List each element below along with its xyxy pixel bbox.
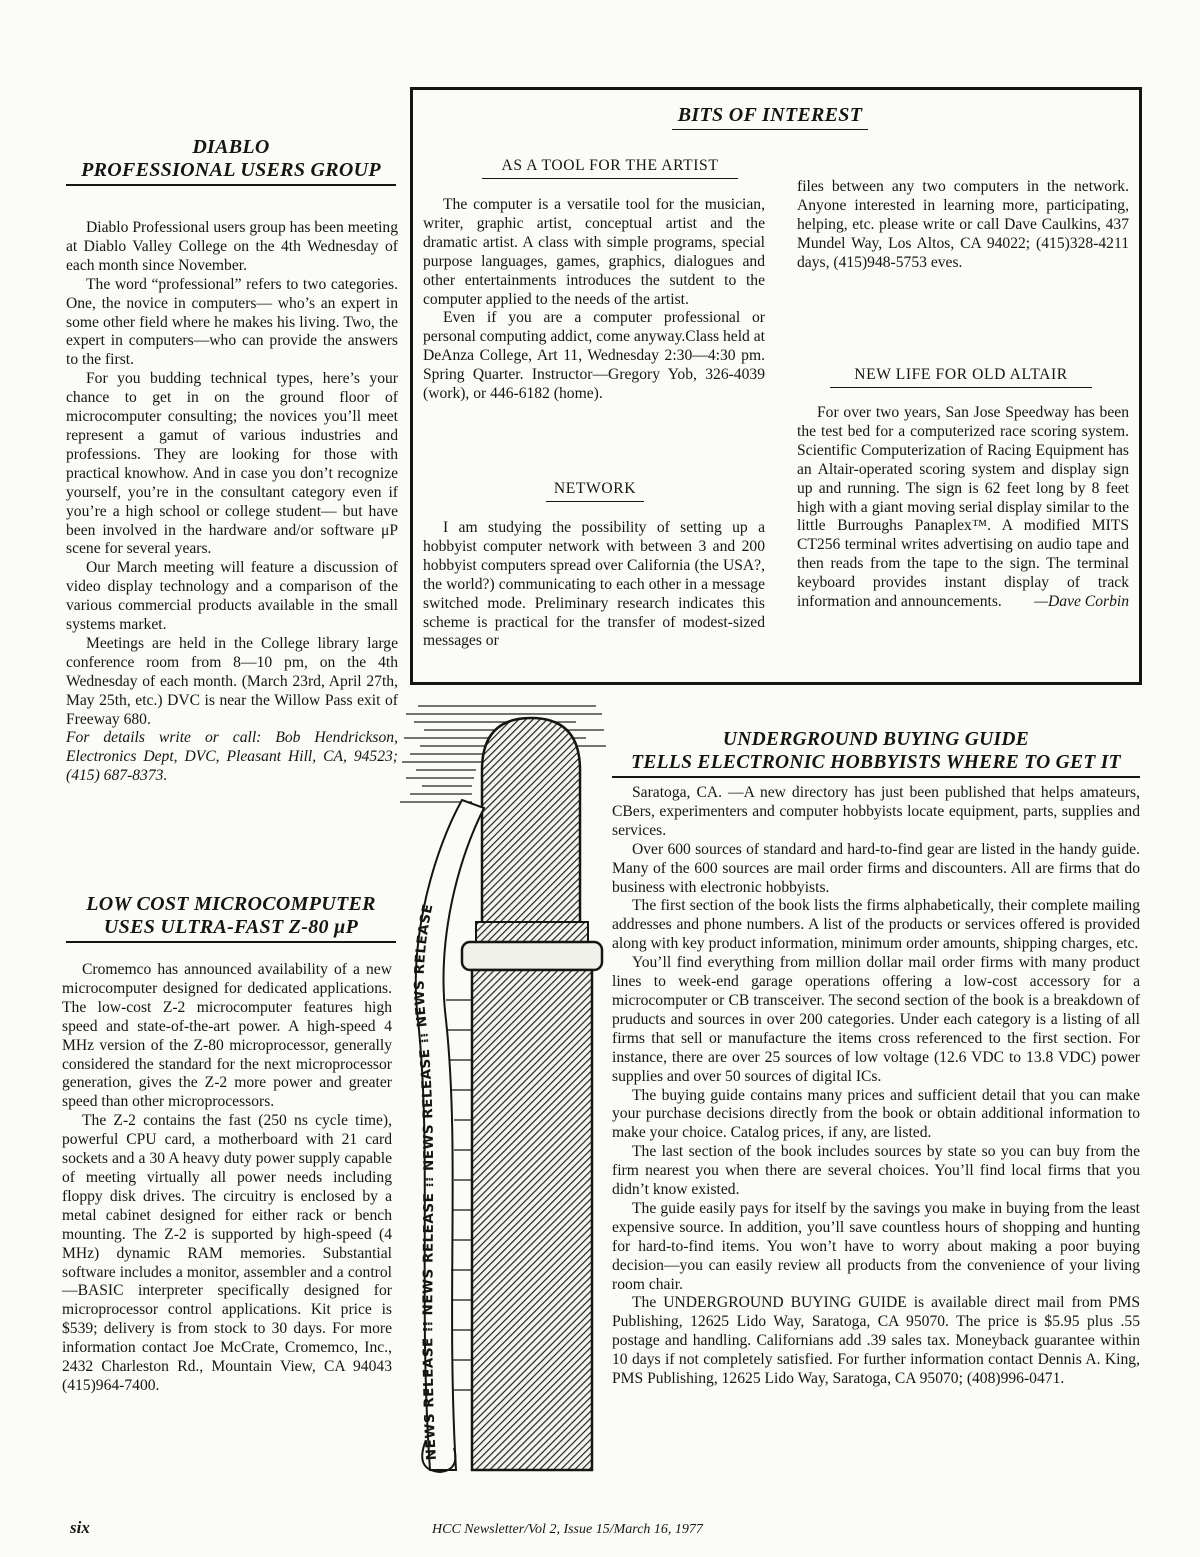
lowcost-title-line2: USES ULTRA-FAST Z-80 μP (66, 916, 396, 943)
altair-title-rule (830, 387, 1092, 388)
bits-title-wrap (660, 104, 880, 130)
network-p1: I am studying the possibility of setting up a hobbyist computer network with between 3 and 200 hobbyist computers spread over California (the USA?, the world?) communicating to each other in a message switched mode. Preliminary research indicates this scheme is practical for the transfer of modest-sized messages or (423, 519, 765, 650)
altair-p1 (797, 404, 1129, 612)
collar-band (476, 922, 588, 942)
bits-title: BITS OF INTEREST (677, 104, 863, 126)
underground-p3: The first section of the book lists the firms alphabetically, their complete mailing addresses and phone numbers. A list of the products or services offered is provided along with key product information, minimum order amounts, shipping charges, etc. (612, 897, 1140, 953)
news-release-graphic (396, 700, 608, 1480)
network-body (423, 519, 765, 651)
diablo-p1: Diablo Professional users group has been meeting at Diablo Valley College on the 4th Wednesday of each month since November. (66, 219, 398, 274)
underground-p8: The UNDERGROUND BUYING GUIDE is available direct mail from PMS Publishing, 12625 Lido Way, Saratoga, CA 95070. The price is $5.95 plus .55 postage and handling. Californians add .39 sales tax. Moneyback guarantee within 10 days if not completely satisfied. For further information contact Dennis A. King, PMS Publishing, 12625 Lido Way, Saratoga, CA 95070; (408)996-0471. (612, 1294, 1140, 1388)
artist-title: AS A TOOL FOR THE ARTIST (501, 157, 719, 174)
underground-p4: You’ll find everything from million dollar mail order firms with many product lines to week-end garage operations offering a low-cost accessory for a microcomputer or CB transceiver. The second section of the book is a breakdown of pruducts and sources in over 200 categories. Under each category is a listing of all firms that sell or manufacture the items cross referenced to the first section. For instance, there are over 25 sources of low voltage (12.6 VDC to 13.8 VDC) power supplies and over 50 sources of digital ICs. (612, 954, 1140, 1085)
lowcost-p2: The Z-2 contains the fast (250 ns cycle time), powerful CPU card, a motherboard with 21 card sockets and a 30 A heavy duty power supply capable of meeting virtually all power needs including floppy disk drives. The circuitry is enclosed by a metal cabinet designed for either rack or bench mounting. The Z-2 is supported by high-speed (4 MHz) dynamic RAM memories. Substantial software includes a monitor, assembler and a control—BASIC interpreter specifically designed for microprocessor control applications. Kit price is $539; delivery is from stock to 30 days. For more information contact Joe McCrate, Cromemco, Inc., 2432 Charleston Rd., Mountain View, CA 94043 (415)964-7400. (62, 1112, 392, 1394)
lowcost-article (66, 893, 396, 943)
footer-page-number: six (70, 1518, 90, 1537)
altair-title: NEW LIFE FOR OLD ALTAIR (854, 366, 1068, 383)
artist-heading (480, 157, 740, 179)
diablo-p2: The word “professional” refers to two categories. One, the novice in computers— who’s an expert in some other field where he makes his living. Two, the expert in computers—who can provide the answers to the first. (66, 275, 398, 369)
lowcost-title-line1: LOW COST MICROCOMPUTER (86, 893, 376, 915)
altair-heading (826, 366, 1096, 388)
network-title: NETWORK (553, 480, 637, 497)
underground-p1: Saratoga, CA. —A new directory has just been published that helps amateurs, CBers, experimenters and computer hobbyists locate equipment, parts, supplies and services. (612, 784, 1140, 839)
lowcost-body (62, 961, 392, 1396)
artist-body (423, 196, 765, 404)
diablo-contact: For details write or call: Bob Hendrickson, Electronics Dept, DVC, Pleasant Hill, CA, 94523; (415) 687-8373. (66, 729, 398, 785)
network-heading (530, 480, 660, 502)
underground-p6: The last section of the book includes sources by state so you can buy from the firm nearest you when there are several choices. You’ll find local firms that you didn’t know existed. (612, 1143, 1140, 1199)
artist-p2: Even if you are a computer professional or personal computing addict, come anyway.Class held at DeAnza College, Art 11, Wednesday 2:30—4:30 pm. Spring Quarter. Instructor—Gregory Yob, 326-4039 (work), or 446-6182 (home). (423, 309, 765, 403)
footer-issue: HCC Newsletter/Vol 2, Issue 15/March 16, 1977 (432, 1522, 703, 1537)
underground-body (612, 784, 1140, 1389)
diablo-title-line1: DIABLO (192, 136, 270, 158)
diablo-article (66, 136, 396, 186)
network-p1-cont: files between any two computers in the network. Anyone interested in learning more, participating, helping, etc. please write or call Dave Caulkins, 437 Mundel Way, Los Altos, CA 94022; (415)328-4211 days, (415)948-5753 eves. (797, 178, 1129, 271)
altair-body (797, 404, 1129, 612)
underground-p7: The guide easily pays for itself by the savings you make in buying from the least expensive source. In addition, you’ll save countless hours of shopping and hunting for hard-to-find items. You won’t have to worry about making a poor buying decision—you can easily review all products from the convenience of your living room chair. (612, 1199, 1140, 1293)
diablo-p4: Our March meeting will feature a discussion of video display technology and a comparison of the various commercial products available in the small systems market. (66, 559, 398, 634)
underground-p5: The buying guide contains many prices and sufficient detail that you can make your purchase decisions directly from the book or obtain additional information to make your choice. Catalog prices, if any, are listed. (612, 1086, 1140, 1142)
diablo-p5: Meetings are held in the College library large conference room from 8—10 pm, on the 4th Wednesday of each month. (March 23rd, April 27th, May 25th, etc.) DVC is near the Willow Pass exit of Freeway 680. (66, 634, 398, 728)
bits-title-rule (672, 129, 868, 130)
altair-signature: —Dave Corbin (1034, 593, 1129, 611)
diablo-p3: For you budding technical types, here’s your chance to get in on the ground floor of microcomputer consulting; the novices you’ll meet represent a gamut of various industries and professions. They are looking for those with practical knowhow. And in case you don’t recognize yourself, you’re in the consultant category even if you’re a high school or college student— but have been involved in the hardware and/or software μP scene for several years. (66, 370, 398, 558)
diablo-body (66, 219, 398, 786)
network-title-rule (546, 501, 644, 502)
altair-p1-text: For over two years, San Jose Speedway has been the test bed for a computerized race scoring system. Scientific Computerization of Racing Equipment has an Altair-operated scoring system and display sign up and running. The sign is 62 feet long by 8 feet high with a giant moving serial display similar to the little Burroughs Panaplex™. A modified MITS CT256 terminal writes advertising on audio tape and then reads from the tape to the sign. The terminal keyboard provides instant display of track information and announcements. (797, 404, 1129, 611)
lowcost-p1: Cromemco has announced availability of a new microcomputer designed for dedicated applications. The low-cost Z-2 microcomputer features high speed and state-of-the-art power. A high-speed 4 MHz version of the Z-80 microprocessor, generally considered the standard for the next microprocessor generation, gives the Z-2 more power and greater speed than other microprocessors. (62, 961, 392, 1111)
network-body-cont (797, 178, 1129, 273)
diablo-title-line2: PROFESSIONAL USERS GROUP (66, 159, 396, 186)
underground-heading (612, 728, 1140, 778)
underground-title-line1: UNDERGROUND BUYING GUIDE (722, 729, 1030, 750)
cylinder-top (482, 718, 580, 950)
artist-title-rule (482, 178, 738, 179)
underground-p2: Over 600 sources of standard and hard-to-find gear are listed in the handy guide. Many of the 600 sources are mail order firms and discounters. All are firms that do business with electronic hobbyists. (612, 840, 1140, 896)
collar (462, 942, 602, 970)
tube (472, 970, 592, 1470)
banner-textpath: NEWS RELEASE ⁞⁞ NEWS RELEASE ⁞⁞ NEWS RELEASE ⁞⁞ NEWS RELEASE (411, 902, 440, 1461)
underground-title-line2: TELLS ELECTRONIC HOBBYISTS WHERE TO GET IT (612, 751, 1140, 778)
artist-p1: The computer is a versatile tool for the musician, writer, graphic artist, conceptual artist and the dramatic artist. A class with simple programs, special purpose languages, games, graphics, dialogues and other entertainments introduces the sutdent to the computer applied to the needs of the artist. (423, 196, 765, 308)
